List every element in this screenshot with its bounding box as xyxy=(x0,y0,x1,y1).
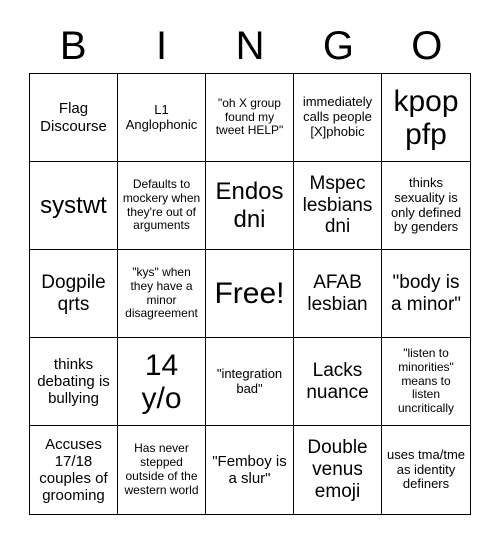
bingo-cell[interactable]: thinks debating is bullying xyxy=(30,338,118,426)
bingo-cell[interactable]: L1 Anglophonic xyxy=(118,74,206,162)
bingo-cell[interactable]: Flag Discourse xyxy=(30,74,118,162)
header-letter-i: I xyxy=(156,24,168,68)
bingo-cell[interactable]: uses tma/tme as identity definers xyxy=(386,446,466,492)
bingo-cell[interactable]: "body is a minor" xyxy=(382,250,470,338)
bingo-cell[interactable]: Defaults to mockery when they're out of arguments xyxy=(118,162,206,250)
bingo-cell[interactable]: 14 y/o xyxy=(118,338,206,426)
free-space[interactable]: Free! xyxy=(206,250,294,338)
bingo-cell[interactable]: AFAB lesbian xyxy=(294,250,382,338)
header-letter-b: B xyxy=(59,24,87,68)
header-letter-o: O xyxy=(411,24,443,68)
bingo-cell[interactable]: "oh X group found my tweet HELP" xyxy=(206,74,294,162)
bingo-header xyxy=(29,18,471,74)
bingo-cell[interactable]: immediately calls people [X]phobic xyxy=(294,74,382,162)
bingo-cell[interactable]: "integration bad" xyxy=(206,338,294,426)
bingo-board xyxy=(29,73,471,515)
header-letter-n: N xyxy=(235,24,265,68)
bingo-cell[interactable]: Has never stepped outside of the western world xyxy=(118,426,206,514)
bingo-cell[interactable]: systwt xyxy=(30,162,118,250)
bingo-cell[interactable]: "kys" when they have a minor disagreement xyxy=(118,250,206,338)
bingo-cell[interactable]: Mspec lesbians dni xyxy=(294,162,382,250)
bingo-cell[interactable]: "listen to minorities" means to listen uncritically xyxy=(382,338,470,426)
bingo-cell[interactable]: kpop pfp xyxy=(382,74,470,162)
header-letter-g: G xyxy=(322,24,354,68)
bingo-cell[interactable]: Lacks nuance xyxy=(294,338,382,426)
bingo-cell[interactable]: Accuses 17/18 couples of grooming xyxy=(30,426,118,514)
bingo-cell[interactable]: "Femboy is a slur" xyxy=(206,426,294,514)
bingo-cell[interactable]: Dogpile qrts xyxy=(30,250,118,338)
bingo-cell[interactable]: Double venus emoji xyxy=(294,426,382,514)
bingo-cell[interactable]: thinks sexuality is only defined by genders xyxy=(382,162,470,250)
bingo-cell[interactable]: Endos dni xyxy=(206,162,294,250)
